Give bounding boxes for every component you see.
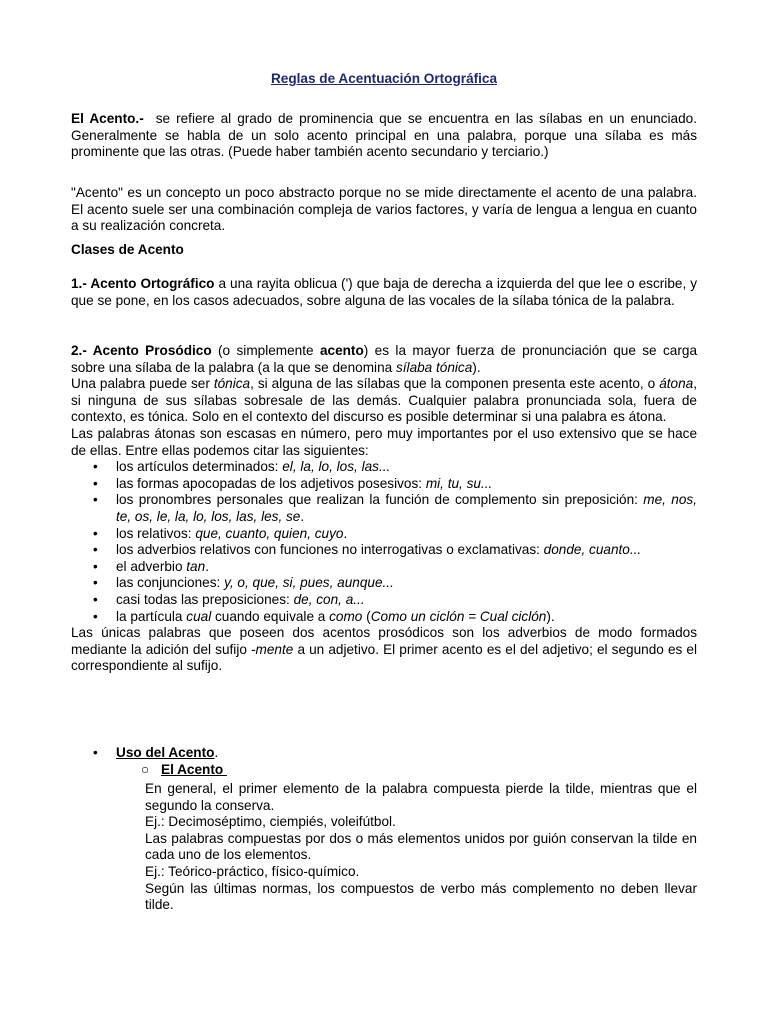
cual-text-d: ). — [546, 608, 555, 624]
prosodico-italic-silaba: sílaba tónica — [395, 359, 473, 375]
unicas-text-a: Las únicas palabras que poseen dos acentos prosódicos son los adverbios de modo formados mediante la adición del sufijo — [71, 625, 697, 657]
list-item-text: los relativos: — [116, 525, 196, 541]
list-item-text: las conjunciones: — [116, 575, 225, 591]
cual-italic-a: cual — [186, 608, 212, 624]
intro-paragraph — [71, 111, 697, 161]
prosodico-text-3: ). — [472, 359, 481, 375]
acento-concept-paragraph — [71, 185, 697, 235]
uso-line-1: En general, el primer elemento de la palabra compuesta pierde la tilde, mientras que el segundo la conserva. — [145, 781, 697, 813]
prosodico-heading: 2.- Acento Prosódico — [71, 343, 212, 358]
tonica-text-a: Una palabra puede ser — [71, 376, 214, 392]
list-item — [71, 592, 697, 609]
cual-list — [71, 609, 697, 626]
list-item-text: las formas apocopadas de los adjetivos posesivos: — [116, 475, 426, 491]
tonica-italic-a: tónica — [213, 376, 251, 392]
cual-italic-c: Como un ciclón = Cual ciclón — [370, 608, 547, 624]
list-item-text: casi todas las preposiciones: — [116, 591, 294, 607]
unicas-italic: -mente — [251, 641, 294, 657]
prosodico-section — [71, 343, 697, 675]
prosodico-text-2: ) es la mayor fuerza de pronunciación que se carga sobre una sílaba de la palabra (a la que se denomina — [71, 343, 698, 375]
intro-heading: El Acento.- — [71, 111, 144, 126]
prosodico-text-1: (o simplemente — [211, 343, 320, 358]
list-item — [71, 542, 697, 559]
uso-label: Uso del Acento — [116, 745, 215, 760]
list-item — [71, 526, 697, 543]
list-item — [71, 609, 697, 626]
list-item-text: los artículos determinados: — [116, 459, 283, 475]
tonica-paragraph — [71, 376, 697, 426]
list-item-examples: que, cuanto, quien, cuyo — [195, 525, 344, 541]
uso-line-5: Según las últimas normas, los compuestos de verbo más complemento no deben llevar tilde. — [145, 880, 697, 913]
tonica-text-b: , si alguna de las sílabas que la componen presenta este acento, o — [250, 376, 660, 392]
clases-heading-text: Clases de Acento — [71, 242, 184, 257]
list-item — [71, 459, 697, 476]
list-item-text: los pronombres personales que realizan la función de complemento sin preposición: — [116, 492, 644, 508]
ortografico-heading: 1.- Acento Ortográfico — [71, 276, 215, 291]
tonica-italic-b: átona — [659, 376, 694, 392]
ortografico-paragraph — [71, 276, 697, 309]
list-item-examples: me, nos, te, os, le, la, lo, los, las, les, se — [116, 492, 697, 524]
atonas-intro: Las palabras átonas son escasas en número, pero muy importantes por el uso extensivo que se hace de ellas. Entre ellas podemos citar las siguientes: — [71, 425, 697, 458]
cual-text-a: la partícula — [116, 608, 187, 624]
list-item-tail: . — [300, 508, 305, 524]
list-item-examples: y, o, que, si, pues, aunque... — [224, 575, 394, 591]
list-item-text: los adverbios relativos con funciones no interrogativas o exclamativas: — [116, 542, 544, 558]
prosodico-bold-acento: acento — [319, 343, 364, 358]
list-item-tail: . — [205, 558, 209, 574]
el-acento-label: El Acento — [161, 762, 227, 777]
list-item-examples: el, la, lo, los, las... — [282, 459, 391, 475]
unicas-text-b: a un adjetivo. El primer acento es el del adjetivo; el segundo es el correspondiente al sufijo. — [71, 641, 697, 674]
uso-line-4: Ej.: Teórico-práctico, físico-químico. — [145, 863, 360, 879]
prosodico-paragraph — [71, 343, 697, 376]
atonas-list — [71, 459, 697, 608]
document-title: Reglas de Acentuación Ortográfica — [270, 71, 498, 86]
list-item-examples: mi, tu, su... — [425, 475, 493, 491]
list-item-text: el adverbio — [116, 558, 187, 574]
uso-body — [145, 781, 697, 914]
circle-bullet-icon: ○ — [141, 762, 150, 777]
unicas-paragraph — [71, 625, 697, 675]
cual-italic-b: como — [329, 608, 363, 624]
uso-heading — [116, 745, 218, 762]
intro-text: se refiere al grado de prominencia que se encuentra en las sílabas en un enunciado. Generalmente se habla de un solo acento principal en una palabra, porque una sílaba es más prominente que las otras. (Puede haber también acento secundario y terciario.) — [71, 111, 697, 160]
uso-bullet: • — [93, 745, 98, 760]
cual-text-b: cuando equivale a — [211, 608, 330, 624]
cual-text-c: ( — [362, 608, 371, 624]
list-item-examples: tan — [186, 558, 206, 574]
uso-line-3: Las palabras compuestas por dos o más elementos unidos por guión conservan la tilde en cada uno de los elementos. — [145, 830, 697, 863]
para2-text: "Acento" es un concepto un poco abstracto porque no se mide directamente el acento de una palabra. El acento suele ser una combinación compleja de varios factores, y varía de lengua a lengua en cuanto a su realización concreta. — [71, 185, 697, 234]
tonica-text-c: , si ninguna de sus sílabas sobresale de las demás. Cualquier palabra pronunciada sola, fuera de contexto, es tónica. Solo en el contexto del discurso es posible determinar si una palabra es átona. — [71, 376, 697, 425]
ortografico-text: a una rayita oblicua (') que baja de derecha a izquierda del que lee o escribe, y que se pone, en los casos adecuados, sobre alguna de las vocales de la sílaba tónica de la palabra. — [71, 276, 698, 308]
list-item — [71, 476, 697, 493]
uso-dot: . — [214, 745, 219, 760]
list-item-tail: . — [343, 525, 348, 541]
list-item — [71, 559, 697, 576]
list-item-examples: donde, cuanto... — [543, 542, 642, 558]
uso-line-2: Ej.: Decimoséptimo, ciempiés, voleifútbol. — [145, 814, 396, 830]
list-item — [71, 575, 697, 592]
list-item — [71, 492, 697, 525]
clases-heading — [71, 242, 697, 259]
list-item-examples: de, con, a... — [293, 591, 365, 607]
